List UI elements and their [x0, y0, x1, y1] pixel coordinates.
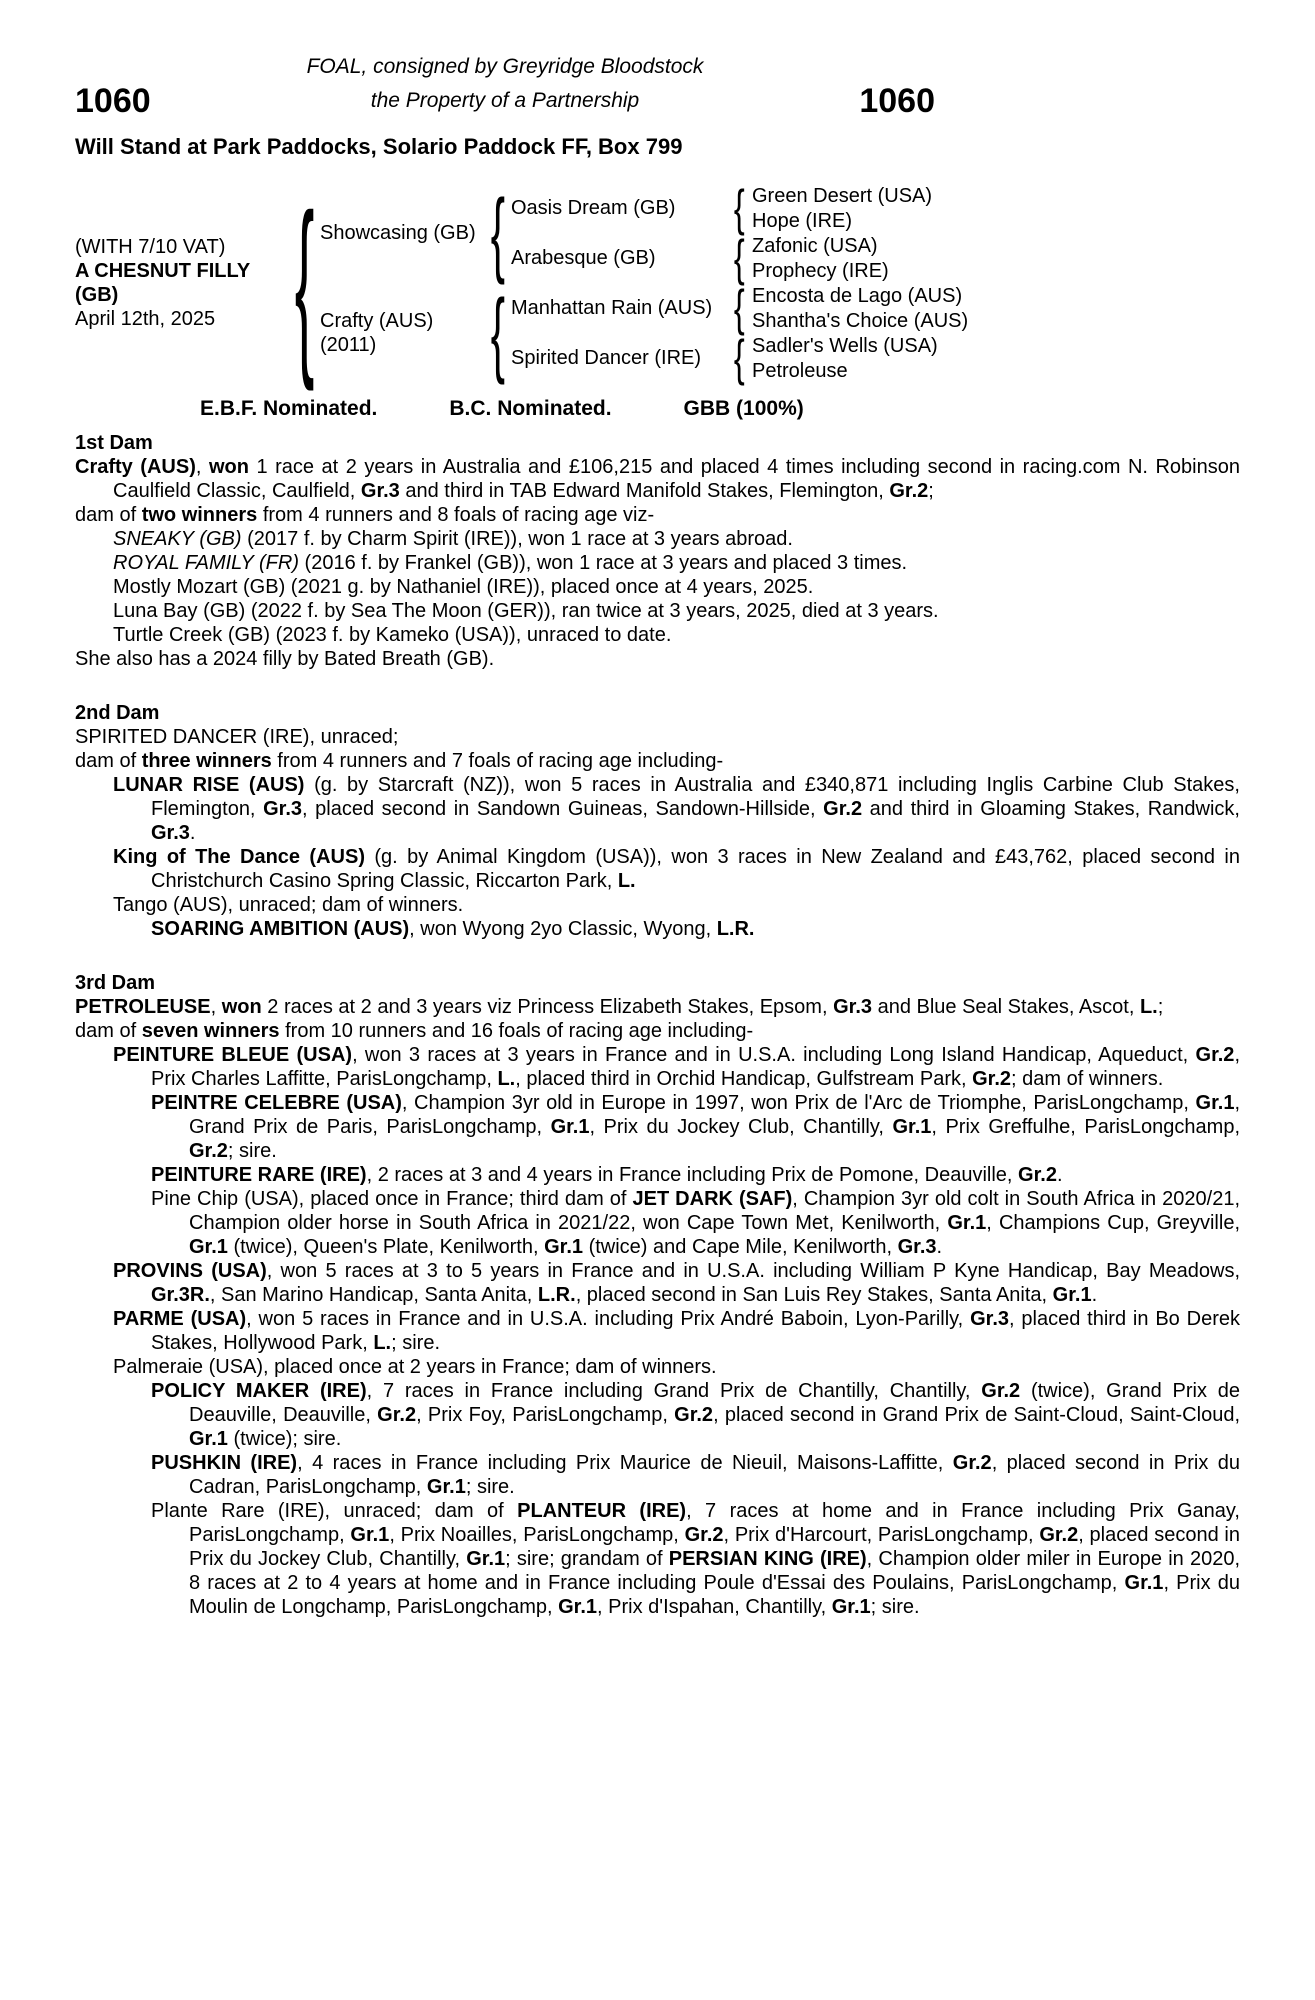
- pedigree-ancestor: Encosta de Lago (AUS): [752, 284, 963, 307]
- catalogue-paragraph: PARME (USA), won 5 races in France and in U.S.A. including Prix André Baboin, Lyon-Parilly, Gr.3, placed third in Bo Derek Stakes, Hollywood Park, L.; sire.: [113, 1308, 1240, 1354]
- catalogue-paragraph: LUNAR RISE (AUS) (g. by Starcraft (NZ)), won 5 races in Australia and £340,871 including Inglis Carbine Club Stakes, Flemington, Gr.3, placed second in Sandown Guineas, Sandown-Hillside, Gr.2 and third in Gloaming Stakes, Randwick, Gr.3.: [113, 774, 1240, 844]
- stand-location-line: Will Stand at Park Paddocks, Solario Paddock FF, Box 799: [75, 134, 683, 159]
- dam-year: (2011): [320, 334, 377, 356]
- catalogue-paragraph: dam of seven winners from 10 runners and 16 foals of racing age including-: [75, 1020, 754, 1042]
- pedigree-brace: [726, 280, 752, 336]
- pedigree-brace: [485, 279, 511, 386]
- nomination-item: E.B.F. Nominated.: [200, 397, 378, 420]
- section-heading: 2nd Dam: [75, 702, 160, 724]
- lot-number-left: 1060: [75, 82, 151, 120]
- brace-glyph: {: [490, 179, 506, 286]
- catalogue-paragraph: King of The Dance (AUS) (g. by Animal Kingdom (USA)), won 3 races in New Zealand and £43,762, placed second in Christchurch Casino Spring Classic, Riccarton Park, L.: [113, 846, 1241, 892]
- pedigree-ancestor: Shantha's Choice (AUS): [752, 309, 969, 332]
- catalogue-paragraph: She also has a 2024 filly by Bated Breath (GB).: [75, 648, 495, 670]
- subject-block: [75, 183, 290, 383]
- catalogue-paragraph: SPIRITED DANCER (IRE), unraced;: [75, 726, 399, 748]
- subject-name: A CHESNUT FILLY: [75, 260, 251, 282]
- brace-glyph: {: [733, 330, 745, 386]
- brace-glyph: {: [733, 180, 745, 236]
- catalogue-paragraph: dam of three winners from 4 runners and 7 foals of racing age including-: [75, 750, 724, 772]
- catalogue-paragraph: Crafty (AUS), won 1 race at 2 years in Australia and £106,215 and placed 4 times including second in racing.com N. Robinson Caulfield Classic, Caulfield, Gr.3 and third in TAB Edward Manifold Stakes, Flemington, Gr.2;: [75, 456, 1240, 502]
- lot-number-right: 1060: [859, 82, 935, 120]
- sire-name: Showcasing (GB): [320, 222, 476, 244]
- catalogue-paragraph: PEINTRE CELEBRE (USA), Champion 3yr old in Europe in 1997, won Prix de l'Arc de Triomphe, ParisLongchamp, Gr.1, Grand Prix de Paris, ParisLongchamp, Gr.1, Prix du Jockey Club, Chantilly, Gr.1, Prix Greffulhe, ParisLongchamp, Gr.2; sire.: [151, 1092, 1241, 1162]
- pedigree-ancestor: Petroleuse: [752, 359, 848, 382]
- pedigree-ancestor: Manhattan Rain (AUS): [511, 297, 713, 319]
- catalogue-paragraph: Palmeraie (USA), placed once at 2 years in France; dam of winners.: [113, 1356, 717, 1378]
- pedigree-brace: [726, 330, 752, 386]
- catalogue-paragraph: PUSHKIN (IRE), 4 races in France including Prix Maurice de Nieuil, Maisons-Laffitte, Gr.2, placed second in Prix du Cadran, ParisLongchamp, Gr.1; sire.: [151, 1452, 1240, 1498]
- pedigree-ancestor: Prophecy (IRE): [752, 259, 889, 282]
- brace-glyph: {: [490, 279, 506, 386]
- pedigree-brace: [485, 179, 511, 286]
- dam-sections: [75, 431, 1240, 1619]
- pedigree-ancestor: Zafonic (USA): [752, 234, 878, 257]
- nominations-row: [75, 397, 1240, 421]
- catalogue-paragraph: PEINTURE BLEUE (USA), won 3 races at 3 years in France and in U.S.A. including Long Island Handicap, Aqueduct, Gr.2, Prix Charles Laffitte, ParisLongchamp, L., placed third in Orchid Handicap, Gulfstream Park, Gr.2; dam of winners.: [113, 1044, 1240, 1090]
- catalogue-paragraph: POLICY MAKER (IRE), 7 races in France including Grand Prix de Chantilly, Chantilly, Gr.2 (twice), Grand Prix de Deauville, Deauville, Gr.2, Prix Foy, ParisLongchamp, Gr.2, placed second in Grand Prix de Saint-Cloud, Saint-Cloud, Gr.1 (twice); sire.: [151, 1380, 1240, 1450]
- catalogue-paragraph: SOARING AMBITION (AUS), won Wyong 2yo Classic, Wyong, L.R.: [151, 918, 755, 940]
- brace-glyph: {: [733, 230, 745, 286]
- catalogue-paragraph: PETROLEUSE, won 2 races at 2 and 3 years viz Princess Elizabeth Stakes, Epsom, Gr.3 and Blue Seal Stakes, Ascot, L.;: [75, 996, 1164, 1018]
- catalogue-paragraph: Turtle Creek (GB) (2023 f. by Kameko (USA)), unraced to date.: [113, 624, 672, 646]
- lot-header-row: [75, 83, 935, 119]
- catalogue-paragraph: dam of two winners from 4 runners and 8 foals of racing age viz-: [75, 504, 655, 526]
- pedigree-ancestor: Arabesque (GB): [511, 247, 656, 269]
- brace-glyph: {: [295, 173, 315, 392]
- catalogue-paragraph: PEINTURE RARE (IRE), 2 races at 3 and 4 years in France including Prix de Pomone, Deauville, Gr.2.: [151, 1164, 1063, 1186]
- nomination-item: GBB (100%): [683, 397, 804, 420]
- pedigree-brace: [726, 230, 752, 286]
- catalogue-paragraph: Luna Bay (GB) (2022 f. by Sea The Moon (GER)), ran twice at 3 years, 2025, died at 3 years.: [113, 600, 939, 622]
- pedigree-ancestor: Spirited Dancer (IRE): [511, 347, 702, 369]
- pedigree-ancestor: Green Desert (USA): [752, 184, 933, 207]
- catalogue-paragraph: PROVINS (USA), won 5 races at 3 to 5 years in France and in U.S.A. including William P Kyne Handicap, Bay Meadows, Gr.3R., San Marino Handicap, Santa Anita, L.R., placed second in San Luis Rey Stakes, Santa Anita, Gr.1.: [113, 1260, 1240, 1306]
- catalogue-paragraph: Plante Rare (IRE), unraced; dam of PLANTEUR (IRE), 7 races at home and in France including Prix Ganay, ParisLongchamp, Gr.1, Prix Noailles, ParisLongchamp, Gr.2, Prix d'Harcourt, ParisLongchamp, Gr.2, placed second in Prix du Jockey Club, Chantilly, Gr.1; sire; grandam of PERSIAN KING (IRE), Champion older miler in Europe in 2020, 8 races at 2 to 4 years at home and in France including Poule d'Essai des Poulains, ParisLongchamp, Gr.1, Prix du Moulin de Longchamp, ParisLongchamp, Gr.1, Prix d'Ispahan, Chantilly, Gr.1; sire.: [151, 1500, 1241, 1618]
- nomination-item: B.C. Nominated.: [449, 397, 612, 420]
- brace-glyph: {: [733, 280, 745, 336]
- property-line: the Property of a Partnership: [370, 89, 640, 112]
- section-heading: 1st Dam: [75, 432, 153, 454]
- catalogue-paragraph: Pine Chip (USA), placed once in France; third dam of JET DARK (SAF), Champion 3yr old colt in South Africa in 2020/21, Champion older horse in South Africa in 2021/22, won Cape Town Met, Kenilworth, Gr.1, Champions Cup, Greyville, Gr.1 (twice), Queen's Plate, Kenilworth, Gr.1 (twice) and Cape Mile, Kenilworth, Gr.3.: [151, 1188, 1241, 1258]
- pedigree-table: [75, 173, 1240, 392]
- catalogue-paragraph: ROYAL FAMILY (FR) (2016 f. by Frankel (GB)), won 1 race at 3 years and placed 3 times.: [113, 552, 908, 574]
- pedigree-brace: [726, 180, 752, 236]
- pedigree-ancestor: Oasis Dream (GB): [511, 197, 676, 219]
- vat-note: (WITH 7/10 VAT): [75, 236, 226, 258]
- dam-section: [75, 431, 1240, 671]
- dam-section: [75, 701, 1240, 941]
- catalogue-paragraph: SNEAKY (GB) (2017 f. by Charm Spirit (IRE)), won 1 race at 3 years abroad.: [113, 528, 793, 550]
- catalogue-paragraph: Tango (AUS), unraced; dam of winners.: [113, 894, 464, 916]
- dam-block: [320, 283, 485, 383]
- pedigree-ancestor: Hope (IRE): [752, 209, 853, 232]
- dam-section: [75, 971, 1240, 1619]
- foal-date: April 12th, 2025: [75, 308, 216, 330]
- pedigree-ancestor: Sadler's Wells (USA): [752, 334, 938, 357]
- catalogue-paragraph: Mostly Mozart (GB) (2021 g. by Nathaniel (IRE)), placed once at 4 years, 2025.: [113, 576, 814, 598]
- section-heading: 3rd Dam: [75, 972, 156, 994]
- consignment-line: FOAL, consigned by Greyridge Bloodstock: [306, 55, 704, 78]
- subject-country: (GB): [75, 284, 119, 306]
- pedigree-brace: [290, 173, 320, 392]
- dam-name: Crafty (AUS): [320, 310, 434, 332]
